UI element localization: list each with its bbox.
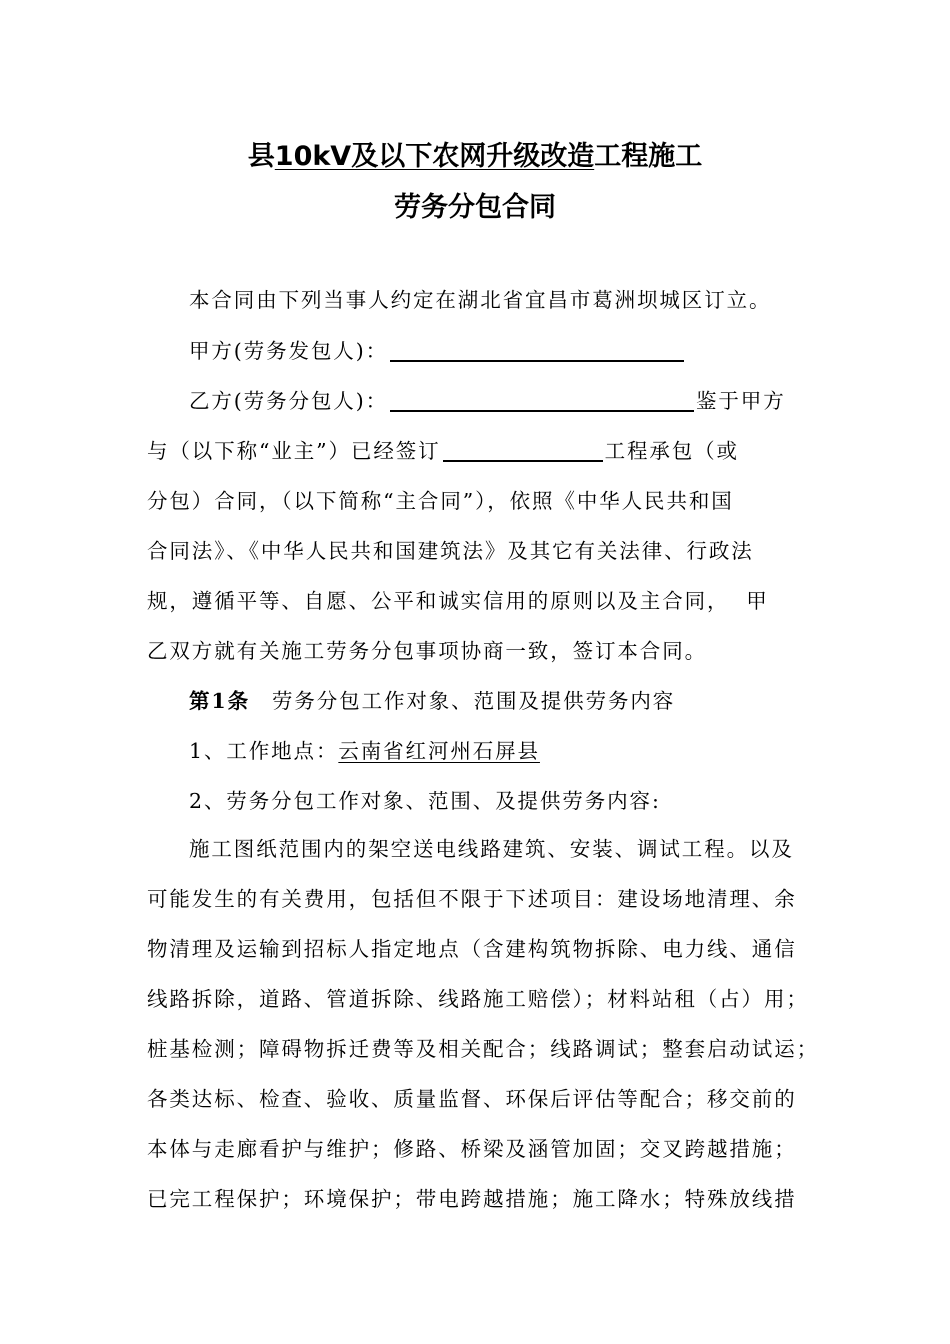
party-a-blank[interactable] [390,359,684,362]
scope-line-3: 物清理及运输到招标人指定地点（含建构筑物拆除、电力线、通信 [147,937,797,961]
item-1-line [189,734,849,768]
scope-line-4: 线路拆除，道路、管道拆除、线路施工赔偿）；材料站租（占）用； [147,987,809,1011]
article-1-label: 第1条 [189,689,250,713]
contract-line-4 [147,434,807,468]
scope-line-7: 本体与走廊看护与维护；修路、桥梁及涵管加固；交叉跨越措施； [147,1137,797,1161]
work-location-value: 云南省红河州石屏县 [338,739,540,763]
party-b-after-text: 鉴于甲方 [696,389,786,413]
line4-text-a: 与（以下称“业主”）已经签订 [147,439,441,463]
contract-line-7: 规，遵循平等、自愿、公平和诚实信用的原则以及主合同， 甲 [147,589,769,613]
title-project-scope: 10kV及以下农网升级改造 [274,141,595,172]
contract-title-line1 [0,134,950,173]
contract-line-8: 乙双方就有关施工劳务分包事项协商一致，签订本合同。 [147,639,707,663]
article-1-heading [189,684,849,718]
party-b-line [189,384,849,418]
scope-line-5: 桩基检测；障碍物拆迁费等及相关配合；线路调试；整套启动试运； [147,1037,819,1061]
item-2-line: 2、劳务分包工作对象、范围、及提供劳务内容: [189,789,661,813]
scope-line-8: 已完工程保护；环境保护；带电跨越措施；施工降水；特殊放线措 [147,1187,797,1211]
scope-line-6: 各类达标、检查、验收、质量监督、环保后评估等配合；移交前的 [147,1087,797,1111]
line4-text-b: 工程承包（或 [604,439,739,463]
contract-line-5: 分包）合同，（以下简称“主合同”），依照《中华人民共和国 [147,489,734,513]
project-name-blank[interactable] [443,459,603,462]
party-a-line [189,334,849,368]
article-1-title: 劳务分包工作对象、范围及提供劳务内容 [271,689,676,713]
scope-line-2: 可能发生的有关费用，包括但不限于下述项目：建设场地清理、余 [147,887,797,911]
party-b-label: 乙方(劳务分包人)： [189,389,388,413]
title-suffix: 工程施工 [594,141,703,172]
contract-title-line2: 劳务分包合同 [394,192,556,223]
party-a-label: 甲方(劳务发包人)： [189,339,388,363]
title-prefix: 县 [247,141,275,172]
item-1-label: 1、工作地点： [189,739,339,763]
party-b-blank[interactable] [390,409,694,412]
intro-paragraph: 本合同由下列当事人约定在湖北省宜昌市葛洲坝城区订立。 [189,288,772,312]
contract-line-6: 合同法》、《中华人民共和国建筑法》及其它有关法律、行政法 [147,539,754,563]
scope-line-1: 施工图纸范围内的架空送电线路建筑、安装、调试工程。以及 [189,837,794,861]
